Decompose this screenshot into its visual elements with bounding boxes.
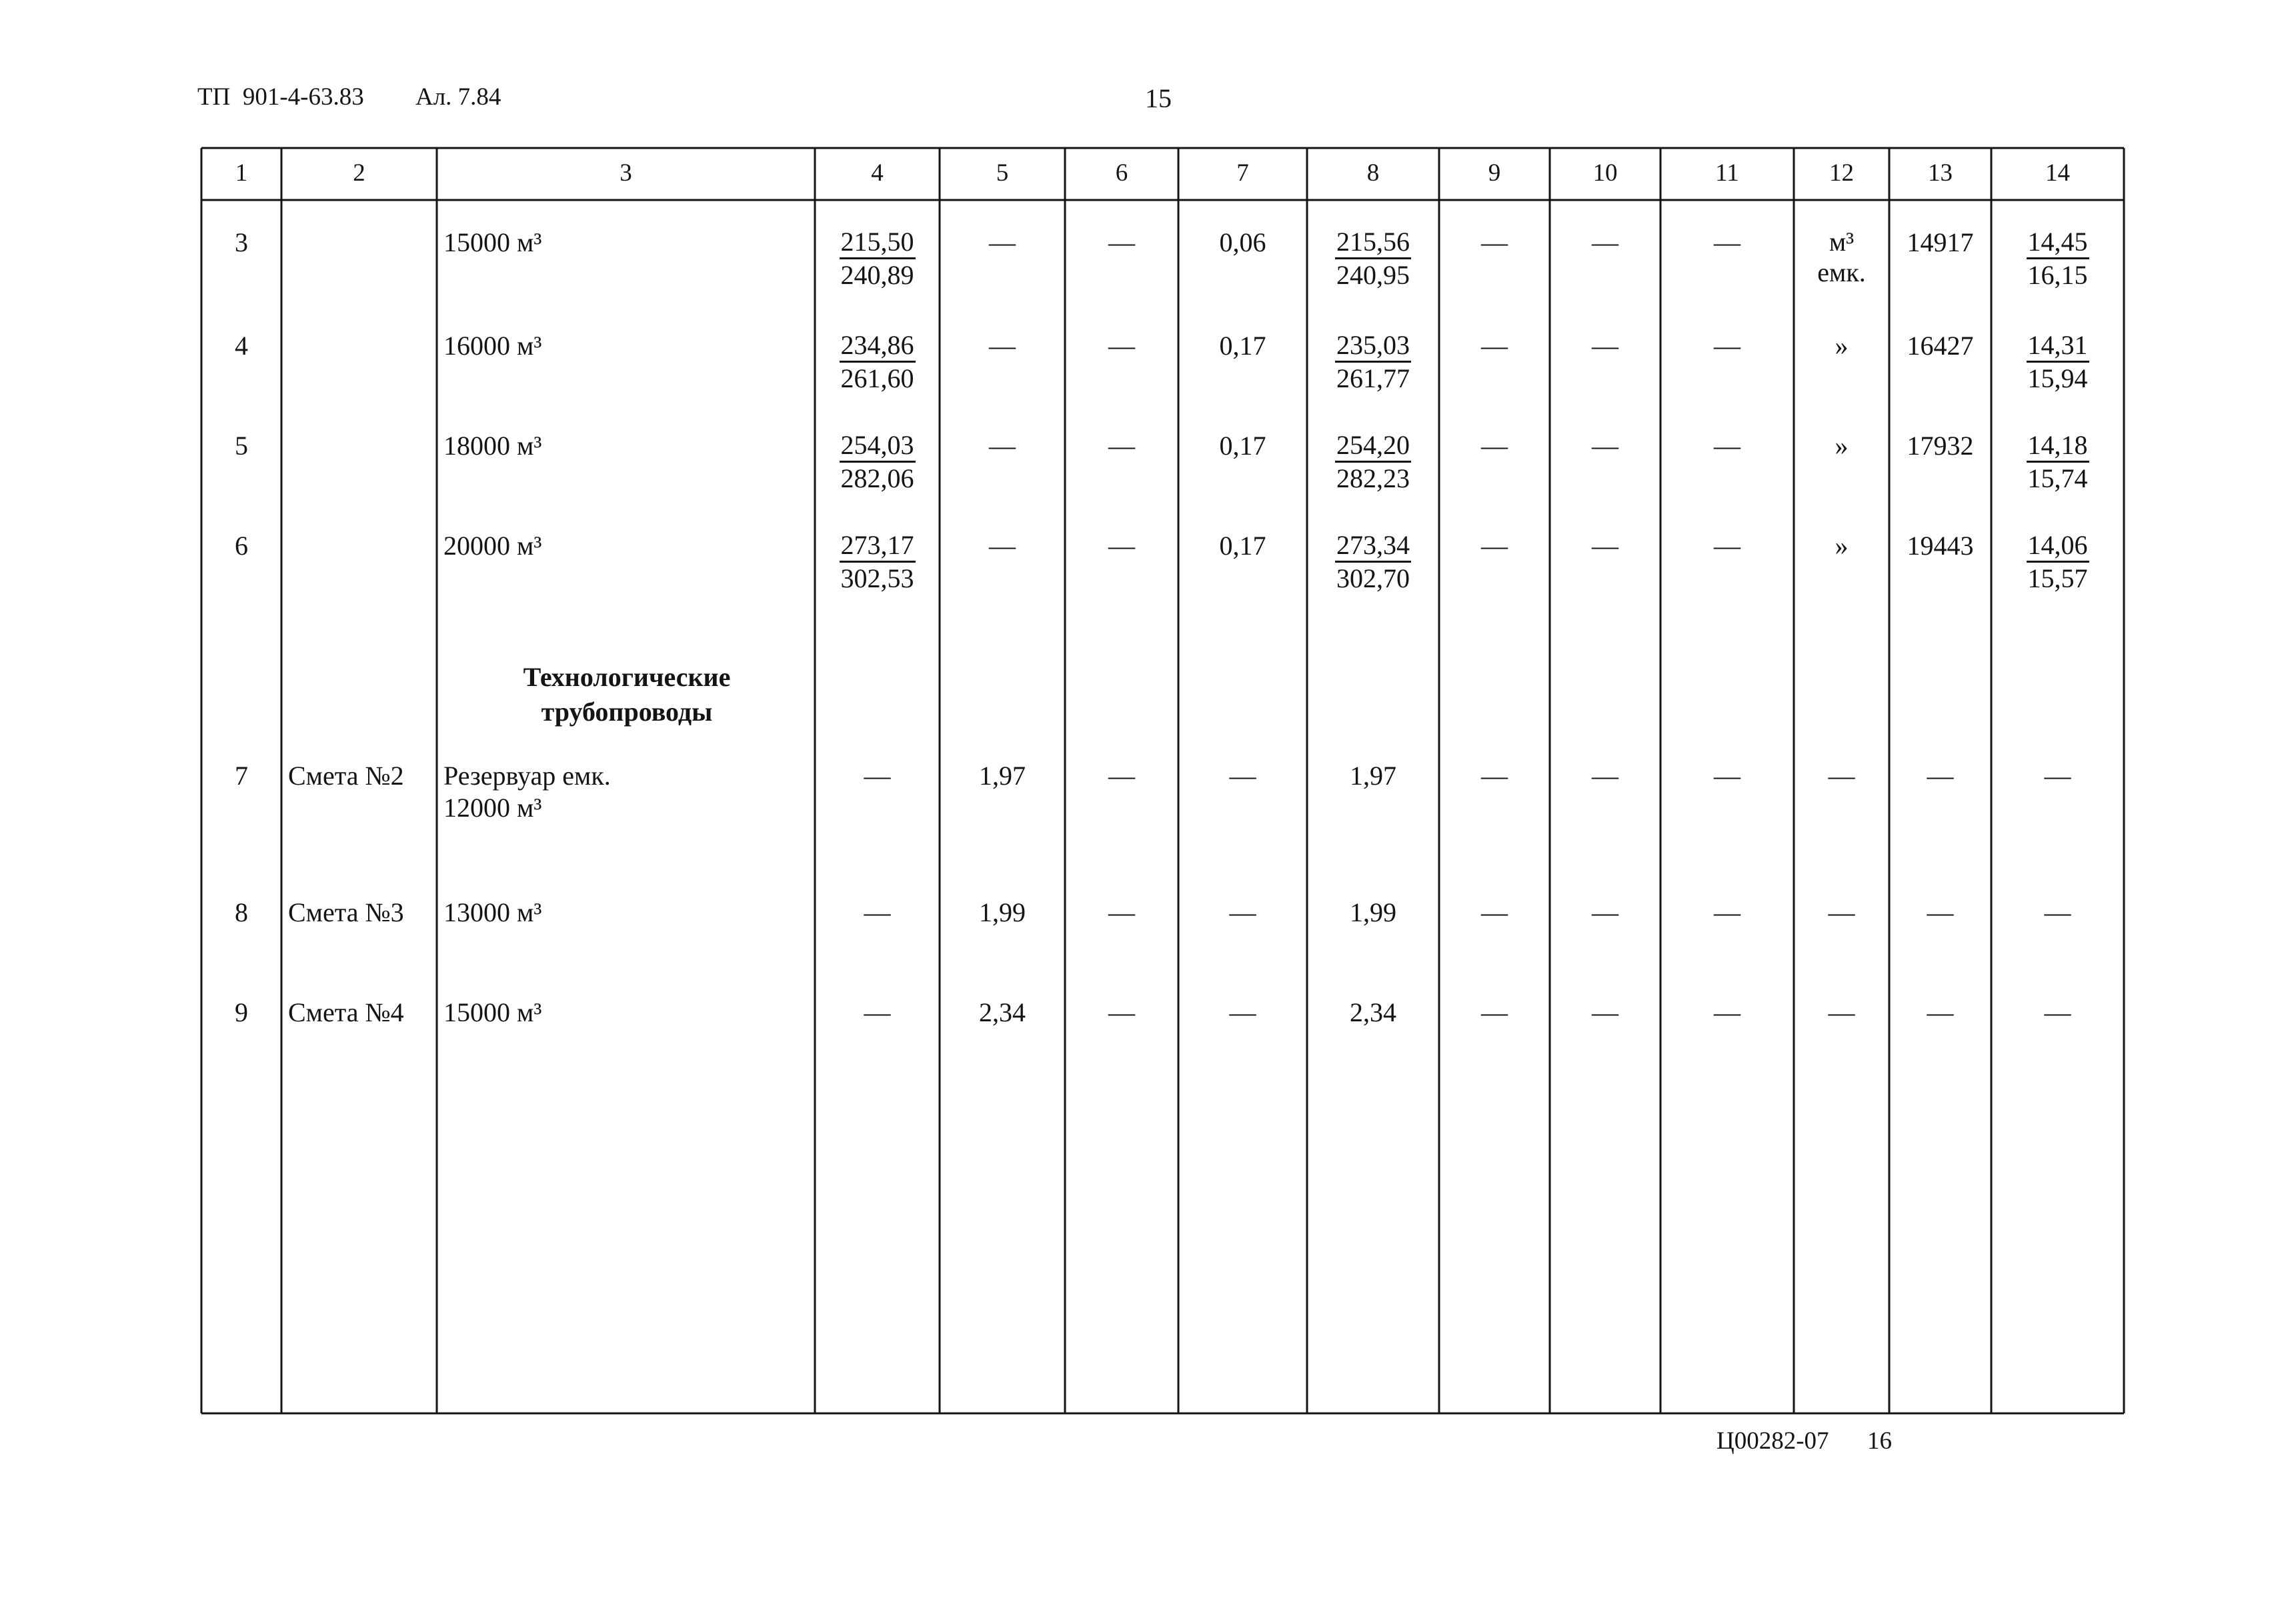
table-cell: — [989,431,1016,461]
fraction-numerator: 254,20 [1335,430,1411,463]
table-cell: 15000 м³ [443,997,542,1027]
table-cell: — [864,761,891,791]
table-cell: — [1481,897,1508,927]
fraction-value [2027,227,2089,291]
table-cell: — [1714,227,1741,257]
column-number: 1 [235,159,248,187]
table-cell: — [1481,431,1508,461]
table-cell: 3 [235,227,248,257]
column-number: 13 [1928,159,1953,187]
fraction-numerator: 273,34 [1335,530,1411,563]
table-cell: — [1592,431,1618,461]
fraction-numerator: 14,31 [2027,330,2089,363]
fraction-denominator: 240,89 [840,260,914,290]
footer-sheet-number: 16 [1867,1427,1892,1455]
table-cell: Смета №3 [288,897,404,927]
table-cell: — [2044,897,2071,927]
fraction-numerator: 235,03 [1335,330,1411,363]
table-cell: — [1229,997,1256,1027]
table-cell: — [1108,531,1135,561]
table-cell [815,227,940,291]
table-cell: 7 [235,761,248,791]
table-cell: — [1714,897,1741,927]
fraction-value [1335,530,1411,595]
column-number: 12 [1829,159,1854,187]
table-cell [1307,530,1439,595]
column-number: 8 [1366,159,1380,187]
table-cell: 9 [235,997,248,1027]
table-cell: — [1229,897,1256,927]
table-cell: » [1835,331,1849,361]
table-cell: 1,97 [979,761,1026,791]
table-cell: — [1828,761,1855,791]
fraction-value [1335,430,1411,495]
table-cell: — [989,227,1016,257]
table-cell: — [1592,897,1618,927]
table-cell: » [1835,531,1849,561]
table-cell: — [1108,761,1135,791]
table-cell: — [864,897,891,927]
page-number: 15 [1145,83,1172,113]
column-number: 6 [1115,159,1128,187]
table-cell: — [1108,431,1135,461]
fraction-value [840,430,916,495]
footer-code: Ц00282-07 [1716,1427,1829,1455]
fraction-denominator: 282,23 [1336,463,1410,493]
table-cell: 15000 м³ [443,227,542,257]
column-number: 14 [2045,159,2070,187]
column-number: 7 [1236,159,1249,187]
fraction-numerator: 14,06 [2027,530,2089,563]
table-cell [1991,330,2124,395]
table-cell: м³ емк. [1817,227,1866,287]
fraction-value [840,227,916,291]
fraction-value [840,530,916,595]
table-cell: 2,34 [979,997,1026,1027]
table-cell: — [1927,997,1954,1027]
column-number: 5 [996,159,1009,187]
table-cell: — [1108,331,1135,361]
fraction-numerator: 254,03 [840,430,916,463]
column-number: 3 [620,159,632,187]
table-cell: — [1592,761,1618,791]
table-cell: — [1714,997,1741,1027]
table-cell: — [1108,897,1135,927]
fraction-value [2027,330,2089,395]
fraction-denominator: 261,60 [840,363,914,393]
table-cell: — [1108,997,1135,1027]
table-cell: 19443 [1907,531,1974,561]
table-cell: — [1592,331,1618,361]
table-cell: 18000 м³ [443,431,542,461]
table-cell [1307,330,1439,395]
fraction-numerator: 273,17 [840,530,916,563]
table-cell: — [1592,997,1618,1027]
table-cell: — [1481,331,1508,361]
table-cell: — [1108,227,1135,257]
table-cell: — [1592,227,1618,257]
section-title: Технологические трубопроводы [523,662,731,727]
table-cell: 1,99 [1350,897,1396,927]
fraction-denominator: 15,94 [2027,363,2088,393]
table-cell: 0,17 [1219,431,1266,461]
table-cell: Смета №2 [288,761,404,791]
table-cell [1307,430,1439,495]
table-cell: — [1481,761,1508,791]
table-cell: — [2044,761,2071,791]
table-cell [815,430,940,495]
table-cell: 0,06 [1219,227,1266,257]
table-cell [815,530,940,595]
fraction-value [1335,330,1411,395]
fraction-denominator: 15,74 [2027,463,2088,493]
column-number: 2 [353,159,365,187]
table-cell: — [1714,531,1741,561]
fraction-numerator: 14,18 [2027,430,2089,463]
table-cell: 12000 м³ [443,793,542,823]
column-number: 9 [1488,159,1501,187]
table-cell: 16000 м³ [443,331,542,361]
table-cell: — [1927,761,1954,791]
table-cell [1991,530,2124,595]
fraction-numerator: 234,86 [840,330,916,363]
table-cell [1307,227,1439,291]
table-cell: 8 [235,897,248,927]
table-cell: 1,97 [1350,761,1396,791]
column-number: 11 [1715,159,1739,187]
fraction-denominator: 16,15 [2027,260,2088,290]
table-cell: 0,17 [1219,331,1266,361]
fraction-numerator: 14,45 [2027,227,2089,259]
table-cell: — [864,997,891,1027]
table-cell: — [989,331,1016,361]
fraction-denominator: 302,53 [840,563,914,593]
fraction-denominator: 282,06 [840,463,914,493]
table-cell: — [1481,997,1508,1027]
table-cell: 2,34 [1350,997,1396,1027]
fraction-denominator: 261,77 [1336,363,1410,393]
table-cell: 1,99 [979,897,1026,927]
table-cell [1991,430,2124,495]
table-cell: — [1828,897,1855,927]
table-cell: — [1481,227,1508,257]
table-cell: — [1714,431,1741,461]
table-cell: — [1828,997,1855,1027]
table-cell: Смета №4 [288,997,404,1027]
table-cell [1991,227,2124,291]
table-cell: 14917 [1907,227,1974,257]
fraction-value [2027,430,2089,495]
table-cell: 5 [235,431,248,461]
table-cell: — [1714,331,1741,361]
table-cell: 6 [235,531,248,561]
fraction-value [840,330,916,395]
fraction-denominator: 240,95 [1336,260,1410,290]
table-cell: 13000 м³ [443,897,542,927]
table-cell: — [1481,531,1508,561]
table-cell [815,330,940,395]
table-cell: 20000 м³ [443,531,542,561]
table-cell: — [989,531,1016,561]
fraction-numerator: 215,50 [840,227,916,259]
table-cell: 4 [235,331,248,361]
fraction-denominator: 302,70 [1336,563,1410,593]
fraction-value [1335,227,1411,291]
document-code: ТП 901-4-63.83 [197,83,364,111]
column-number: 10 [1592,159,1618,187]
table-cell: 16427 [1907,331,1974,361]
fraction-numerator: 215,56 [1335,227,1411,259]
table-cell: — [2044,997,2071,1027]
table-cell: — [1592,531,1618,561]
table-cell: 0,17 [1219,531,1266,561]
fraction-value [2027,530,2089,595]
table-cell: — [1714,761,1741,791]
column-number: 4 [871,159,884,187]
sheet-reference: Ал. 7.84 [415,83,501,111]
table-cell: — [1927,897,1954,927]
table-cell: — [1229,761,1256,791]
table-cell: » [1835,431,1849,461]
fraction-denominator: 15,57 [2027,563,2088,593]
table-cell: Резервуар емк. [443,761,611,791]
table-cell: 17932 [1907,431,1974,461]
